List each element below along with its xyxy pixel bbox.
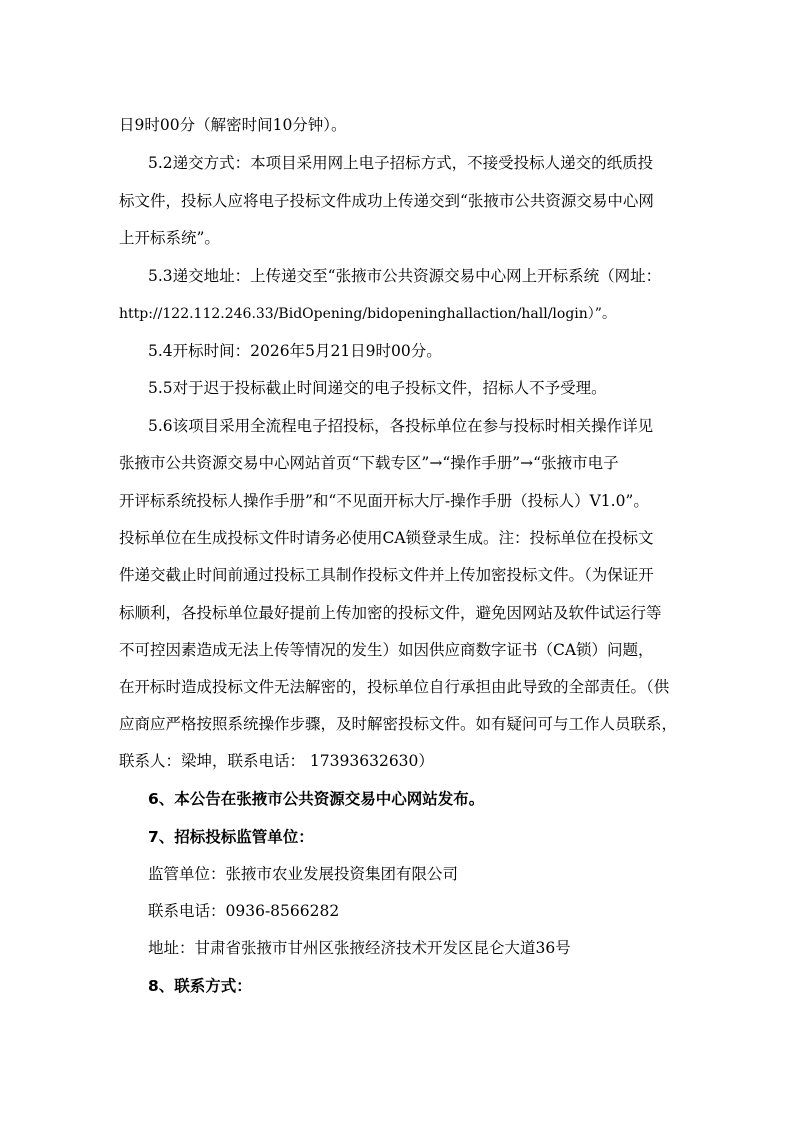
text-line: 件递交截止时间前通过投标工具制作投标文件并上传加密投标文件。（为保证开 (119, 566, 654, 584)
text-line: 联系人：梁坤，联系电话： 17393632630） (119, 752, 434, 770)
text-line: 标文件，投标人应将电子投标文件成功上传递交到“张掖市公共资源交易中心网 (119, 192, 654, 210)
text-line: 5.2递交方式：本项目采用网上电子招标方式，不接受投标人递交的纸质投 (148, 154, 654, 172)
text-line: 投标单位在生成投标文件时请务必使用CA锁登录生成。注：投标单位在投标文 (119, 529, 654, 547)
text-line: 5.4开标时间：2026年5月21日9时00分。 (148, 342, 442, 360)
text-line: 开评标系统投标人操作手册”和“不见面开标大厅-操作手册（投标人）V1.0”。 (119, 492, 649, 510)
text-line: 标顺利，各投标单位最好提前上传加密的投标文件，避免因网站及软件试运行等 (119, 604, 662, 622)
text-line: 5.5对于迟于投标截止时间递交的电子投标文件，招标人不予受理。 (148, 379, 607, 397)
text-line: 上开标系统”。 (119, 229, 220, 247)
section-heading: 7、招标投标监管单位： (148, 828, 314, 846)
text-line: 联系电话：0936-8566282 (148, 902, 340, 920)
text-line: 5.3递交地址：上传递交至“张掖市公共资源交易中心网上开标系统（网址： (148, 267, 662, 285)
text-line: 日9时00分（解密时间10分钟）。 (119, 116, 347, 134)
text-line: 应商应严格按照系统操作步骤，及时解密投标文件。如有疑问可与工作人员联系， (119, 715, 678, 733)
section-heading: 6、本公告在张掖市公共资源交易中心网站发布。 (148, 790, 485, 808)
text-line: 张掖市公共资源交易中心网站首页“下载专区”→“操作手册”→“张掖市电子 (119, 454, 619, 472)
text-line: 地址：甘肃省张掖市甘州区张掖经济技术开发区昆仑大道36号 (148, 939, 571, 957)
text-line: 监管单位：张掖市农业发展投资集团有限公司 (148, 865, 459, 883)
text-line: 5.6该项目采用全流程电子招投标，各投标单位在参与投标时相关操作详见 (148, 417, 654, 435)
text-line: 不可控因素造成无法上传等情况的发生）如因供应商数字证书（CA锁）问题， (119, 641, 654, 659)
section-heading: 8、联系方式： (148, 977, 252, 995)
url-line: http://122.112.246.33/BidOpening/bidopeninghallaction/hall/login）”。 (119, 306, 616, 322)
text-line: 在开标时造成投标文件无法解密的，投标单位自行承担由此导致的全部责任。（供 (119, 678, 670, 696)
